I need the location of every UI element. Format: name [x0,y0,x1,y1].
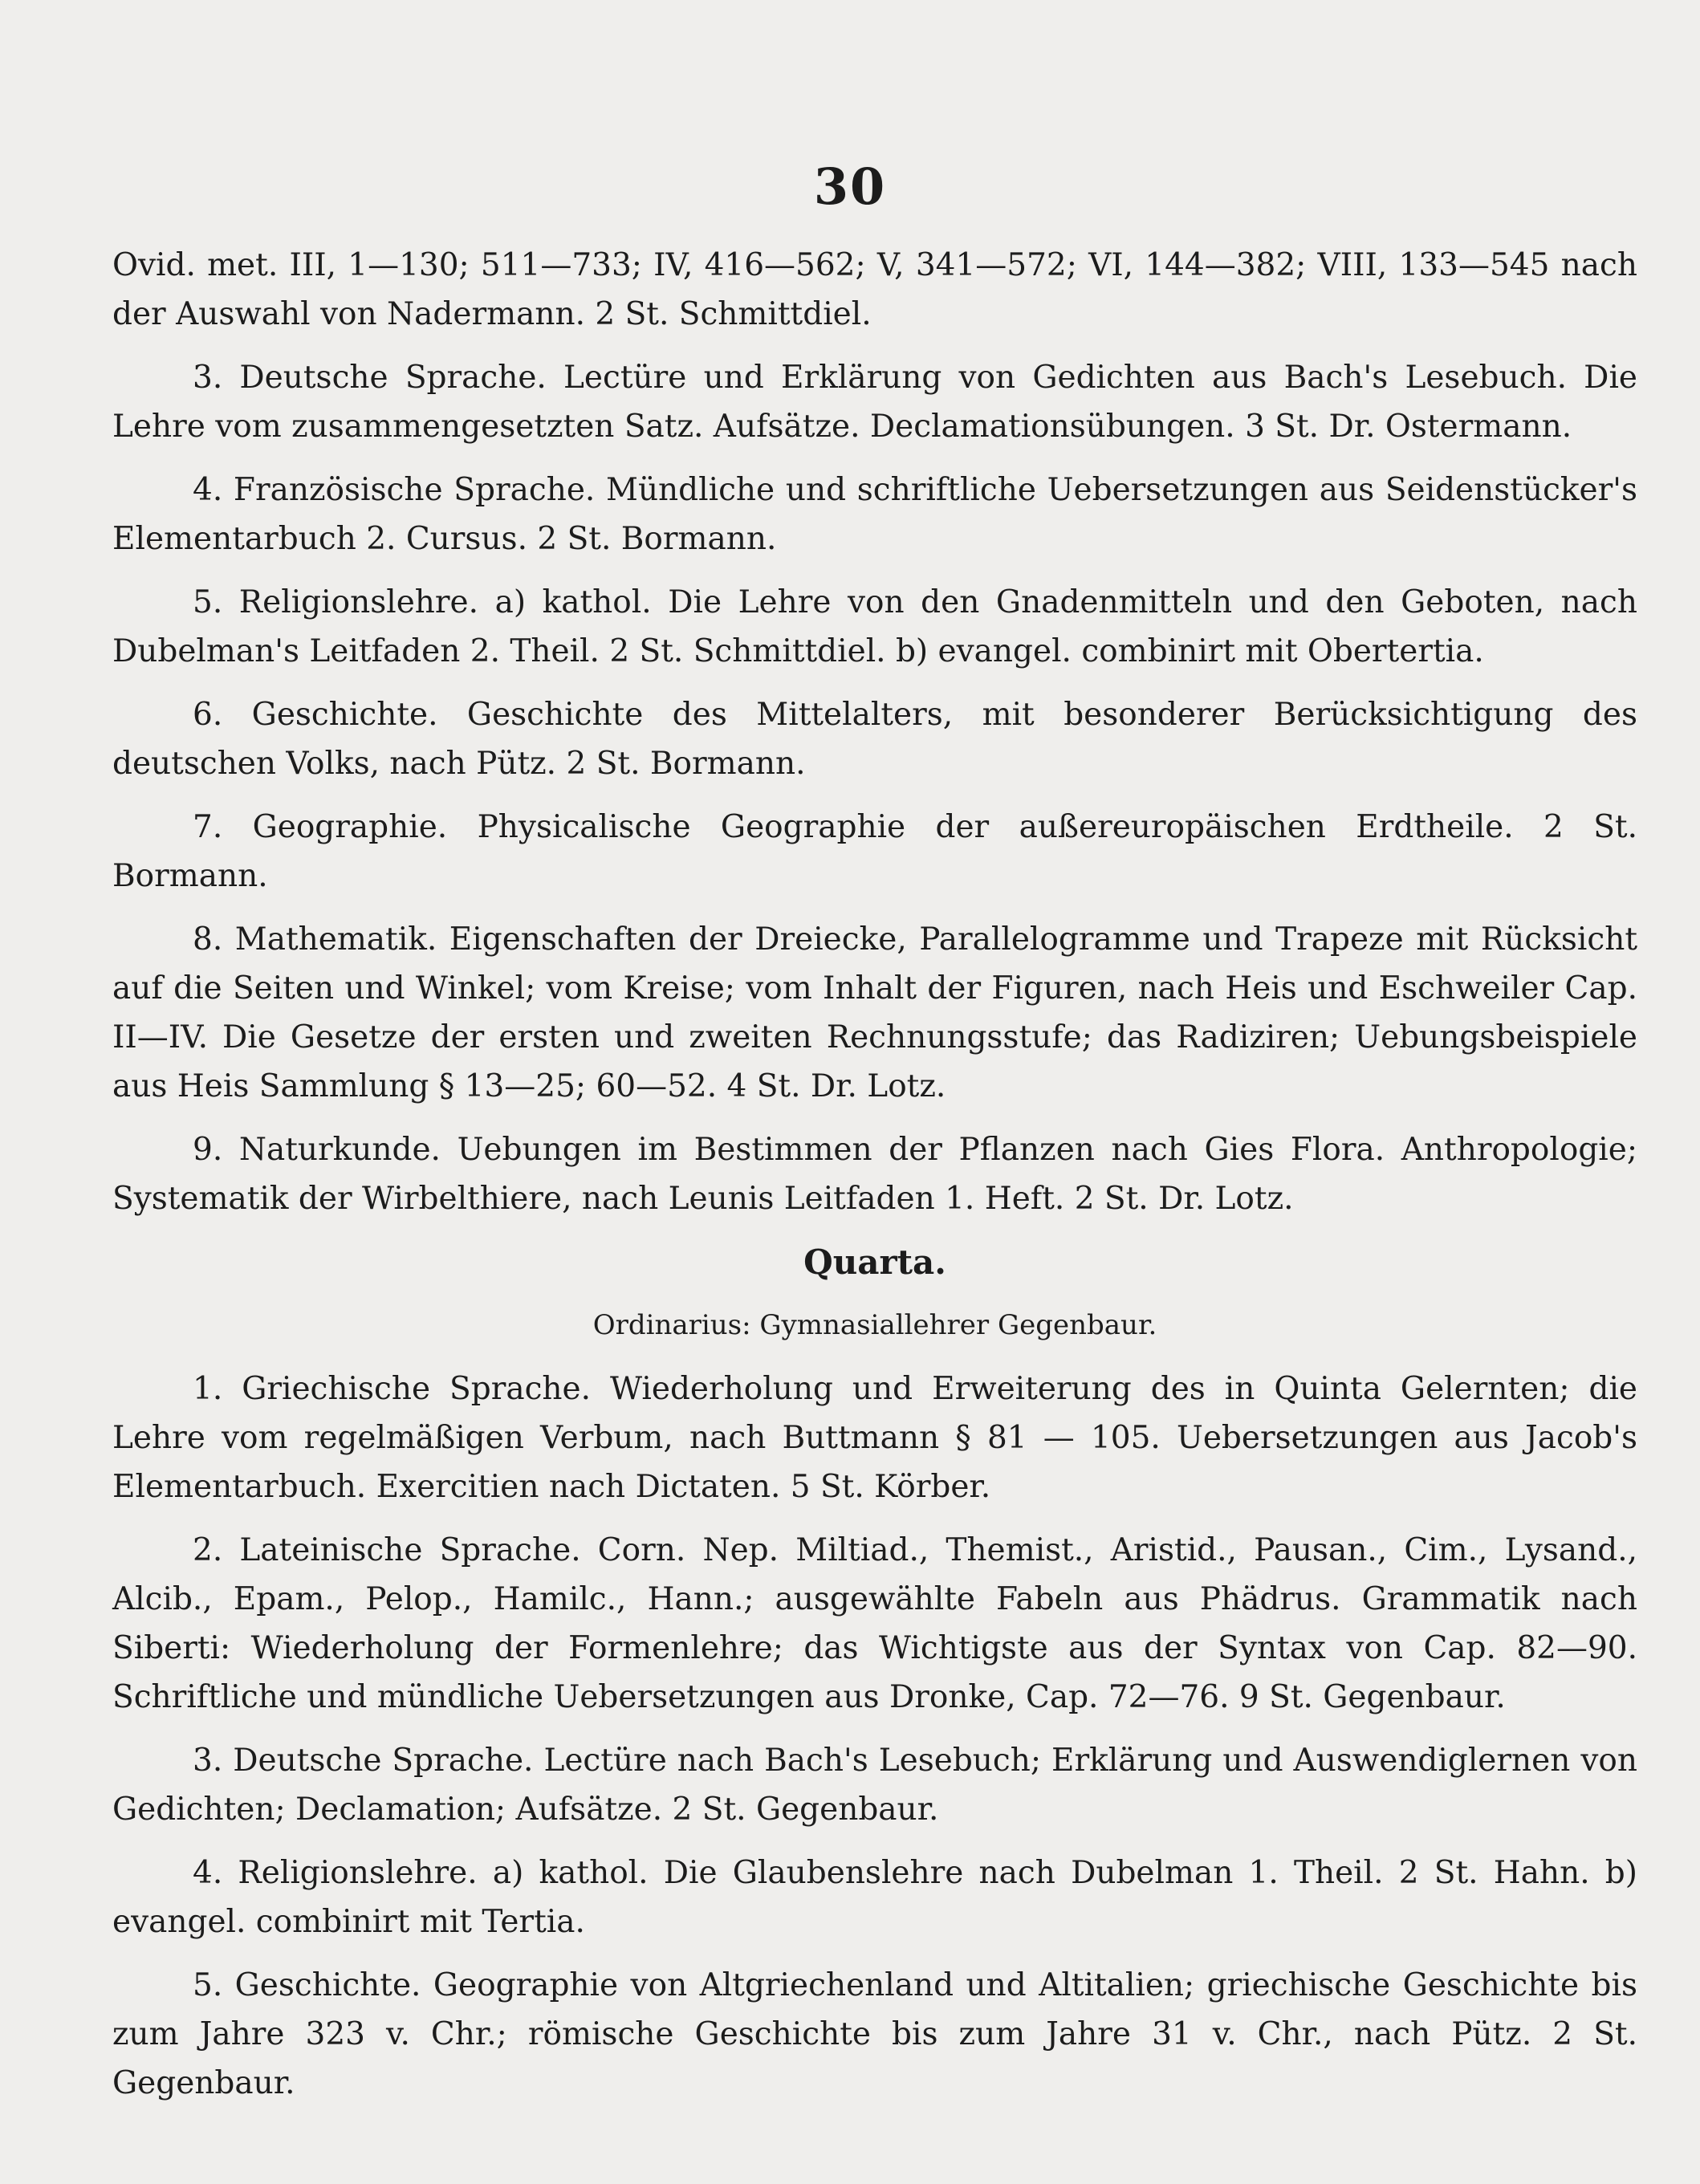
paragraph: 4. Religionslehre. a) kathol. Die Glaubenslehre nach Dubelman 1. Theil. 2 St. Hahn. b) evangel. combinirt mit Tertia. [112,1855,1637,1940]
paragraph: 5. Religionslehre. a) kathol. Die Lehre von den Gnadenmitteln und den Geboten, nach Dubelman's Leitfaden 2. Theil. 2 St. Schmittdiel. b) evangel. combinirt mit Obertertia. [112,584,1637,669]
ordinarius-line: Ordinarius: Gymnasiallehrer Gegenbaur. [592,1309,1157,1341]
paragraph: 8. Mathematik. Eigenschaften der Dreiecke, Parallelogramme und Trapeze mit Rücksicht auf die Seiten und Winkel; vom Kreise; vom Inhalt der Figuren, nach Heis und Eschweiler Cap. II—IV. Die Gesetze der ersten und zweiten Rechnungsstufe; das Radiziren; Uebungsbeispiele aus Heis Sammlung § 13—25; 60—52. 4 St. Dr. Lotz. [112,921,1637,1104]
body-text [112,241,1637,2122]
paragraph: 4. Französische Sprache. Mündliche und schriftliche Uebersetzungen aus Seidenstücker's Elementarbuch 2. Cursus. 2 St. Bormann. [112,472,1637,557]
paragraph: 2. Lateinische Sprache. Corn. Nep. Miltiad., Themist., Aristid., Pausan., Cim., Lysand., Alcib., Epam., Pelop., Hamilc., Hann.; ausgewählte Fabeln aus Phädrus. Grammatik nach Siberti: Wiederholung der Formenlehre; das Wichtigste aus der Syntax von Cap. 82—90. Schriftliche und mündliche Uebersetzungen aus Dronke, Cap. 72—76. 9 St. Gegenbaur. [112,1532,1637,1715]
paragraph: Ovid. met. III, 1—130; 511—733; IV, 416—562; V, 341—572; VI, 144—382; VIII, 133—545 nach der Auswahl von Nadermann. 2 St. Schmittdiel. [112,247,1637,332]
paragraph: 1. Griechische Sprache. Wiederholung und Erweiterung des in Quinta Gelernten; die Lehre vom regelmäßigen Verbum, nach Buttmann § 81 — 105. Uebersetzungen aus Jacob's Elementarbuch. Exercitien nach Dictaten. 5 St. Körber. [112,1371,1637,1505]
section-heading: Quarta. [803,1242,946,1282]
page-number: 30 [813,157,887,216]
paragraph: 3. Deutsche Sprache. Lectüre und Erklärung von Gedichten aus Bach's Lesebuch. Die Lehre vom zusammengesetzten Satz. Aufsätze. Declamationsübungen. 3 St. Dr. Ostermann. [112,360,1637,445]
paragraph: 3. Deutsche Sprache. Lectüre nach Bach's Lesebuch; Erklärung und Auswendiglernen von Gedichten; Declamation; Aufsätze. 2 St. Gegenbaur. [112,1743,1637,1828]
paragraph: 7. Geographie. Physicalische Geographie der außereuropäischen Erdtheile. 2 St. Bormann. [112,809,1637,894]
paragraph: 5. Geschichte. Geographie von Altgriechenland und Altitalien; griechische Geschichte bis zum Jahre 323 v. Chr.; römische Geschichte bis zum Jahre 31 v. Chr., nach Pütz. 2 St. Gegenbaur. [112,1967,1637,2101]
paragraph: 6. Geschichte. Geschichte des Mittelalters, mit besonderer Berücksichtigung des deutschen Volks, nach Pütz. 2 St. Bormann. [112,697,1637,782]
paragraph: 9. Naturkunde. Uebungen im Bestimmen der Pflanzen nach Gies Flora. Anthropologie; Systematik der Wirbelthiere, nach Leunis Leitfaden 1. Heft. 2 St. Dr. Lotz. [112,1132,1637,1217]
